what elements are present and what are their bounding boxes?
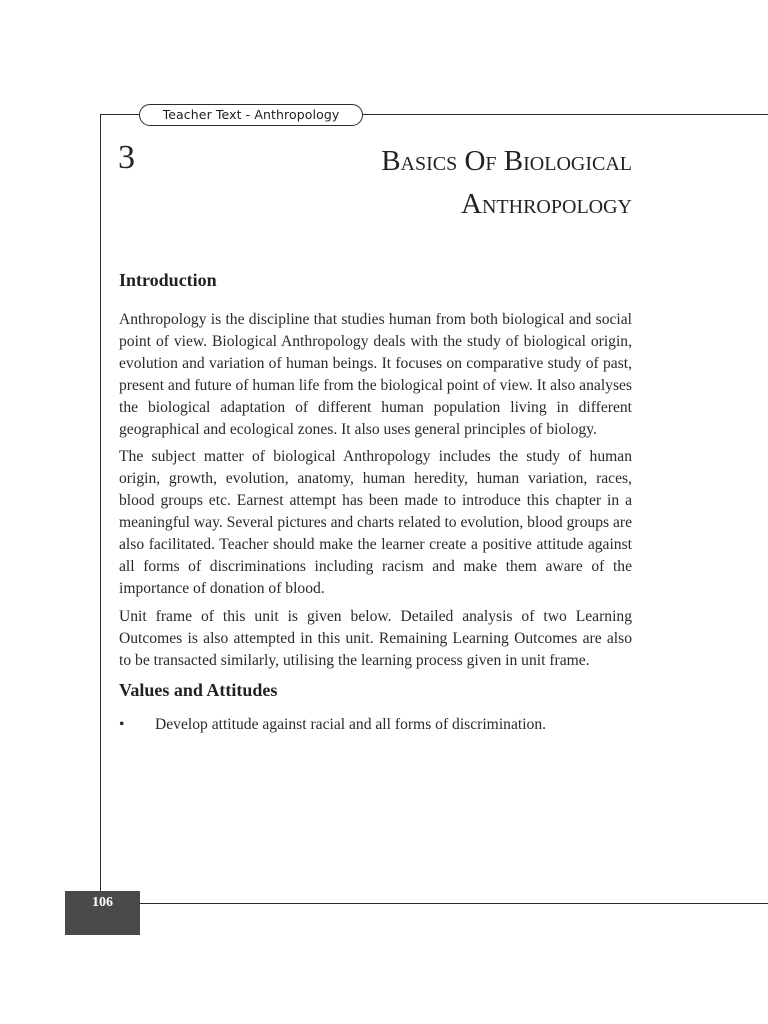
introduction-heading: Introduction xyxy=(119,270,217,290)
main-content xyxy=(119,268,632,736)
paragraph: Unit frame of this unit is given below. Detailed analysis of two Learning Outcomes is also attempted in this unit. Remaining Learning Outcomes are also to be transacted similarly, utilising the learning process given in unit frame. xyxy=(119,607,632,669)
list-item-text: Develop attitude against racial and all forms of discrimination. xyxy=(155,715,547,733)
bullet-icon: • xyxy=(119,715,125,733)
chapter-title xyxy=(300,140,632,226)
page-frame-left-rule xyxy=(100,114,101,892)
list-item xyxy=(119,714,632,736)
chapter-number: 3 xyxy=(118,139,135,176)
chapter-title-line-1: Basics Of Biological xyxy=(381,145,632,177)
paragraph: The subject matter of biological Anthropology includes the study of human origin, growth, evolution, anatomy, human heredity, human variation, races, blood groups etc. Earnest attempt has been made to introduce this chapter in a meaningful way. Several pictures and charts related to evolution, blood groups are also facilitated. Teacher should make the learner create a positive attitude against all forms of discriminations including racism and make them aware of the importance of donation of blood. xyxy=(119,448,632,597)
chapter-title-line-2: Anthropology xyxy=(461,188,632,220)
page-number-box xyxy=(65,891,140,935)
paragraph: Anthropology is the discipline that studies human from both biological and social point of view. Biological Anthropology deals with the study of biological origin, evolution and variation of human beings. It focuses on comparative study of past, present and future of human life from the biological point of view. It also analyses the biological adaptation of different human population living in different geographical and ecological zones. It also uses general principles of biology. xyxy=(119,311,633,438)
page-number: 106 xyxy=(92,895,113,910)
running-header: Teacher Text - Anthropology xyxy=(139,104,363,126)
values-attitudes-heading: Values and Attitudes xyxy=(119,679,278,700)
page-frame-bottom-rule xyxy=(140,903,768,904)
